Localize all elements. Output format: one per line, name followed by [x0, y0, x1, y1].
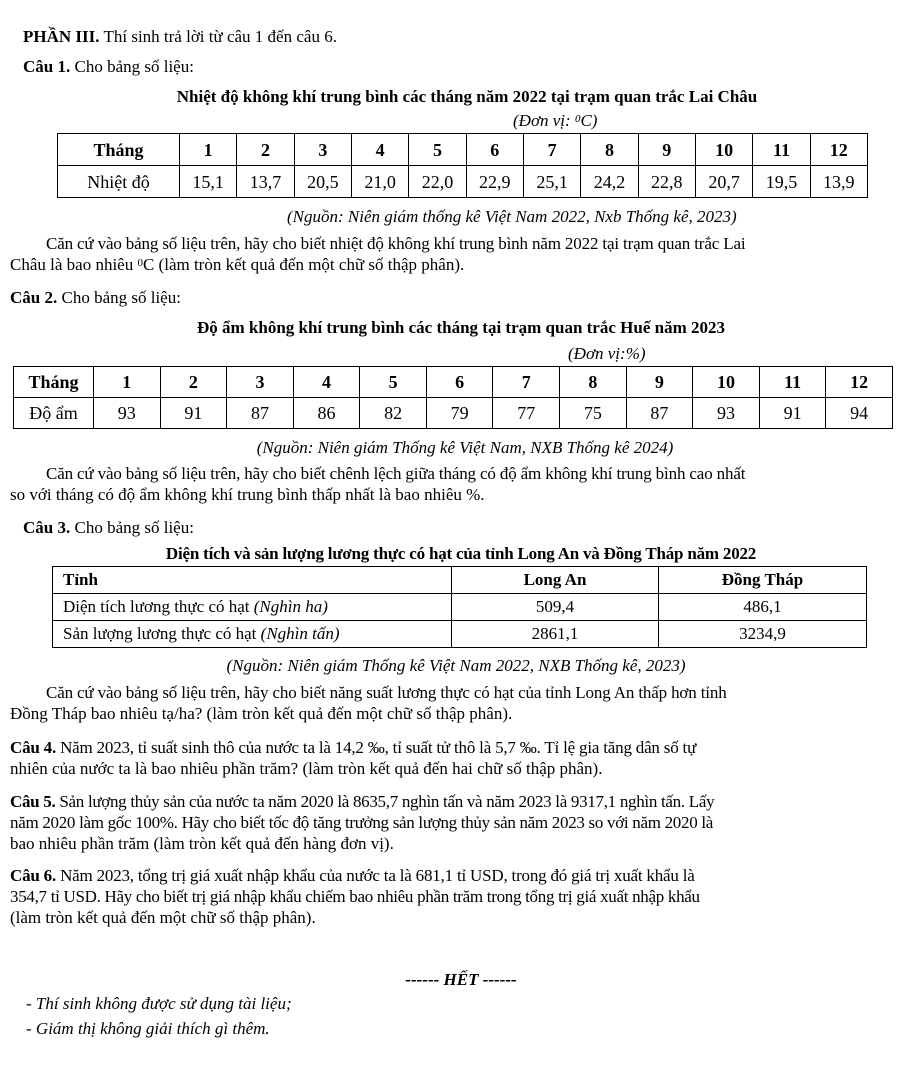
question-4-line-2: nhiên của nước ta là bao nhiêu phần trăm? (làm tròn kết quả đến hai chữ số thập phân).	[10, 759, 603, 778]
row-label-output	[53, 621, 452, 648]
question-2-label: Câu 2.	[10, 288, 58, 307]
question-6-line-2: 354,7 tỉ USD. Hãy cho biết trị giá nhập khẩu chiếm bao nhiêu phần trăm trong tổng trị giá xuất nhập khẩu	[10, 887, 700, 906]
question-1-label: Câu 1.	[23, 57, 71, 76]
table-1-unit	[513, 111, 597, 131]
month-cell: 12	[826, 367, 893, 398]
table-1-source: (Nguồn: Niên giám thống kê Việt Nam 2022, Nxb Thống kê, 2023)	[287, 207, 737, 226]
table-header-row	[58, 134, 868, 166]
month-cell: 1	[94, 367, 161, 398]
temperature-table	[57, 133, 868, 198]
question-6-text-a: Năm 2023, tổng trị giá xuất nhập khẩu của nước ta là 681,1 tỉ USD, trong đó giá trị xuất khẩu là	[60, 866, 695, 885]
row-header-month: Tháng	[58, 134, 180, 166]
value-cell: 13,9	[810, 166, 867, 198]
month-cell: 10	[693, 367, 760, 398]
question-5-line-3: bao nhiêu phần trăm (làm tròn kết quả đến hàng đơn vị).	[10, 834, 394, 853]
question-4-label: Câu 4.	[10, 738, 57, 757]
value-cell: 21,0	[351, 166, 408, 198]
value-cell: 91	[160, 398, 227, 429]
value-cell: 87	[227, 398, 294, 429]
month-cell: 11	[753, 134, 810, 166]
value-cell: 86	[293, 398, 360, 429]
part-label: PHẦN III.	[23, 27, 100, 46]
table-row	[53, 621, 867, 648]
q1-text-sup: 0	[137, 257, 143, 269]
table-3-source: (Nguồn: Niên giám Thống kê Việt Nam 2022, NXB Thống kê, 2023)	[226, 656, 686, 675]
month-cell: 7	[493, 367, 560, 398]
value-cell: 25,1	[523, 166, 580, 198]
table-row	[14, 398, 893, 429]
value-cell: 13,7	[237, 166, 294, 198]
month-cell: 6	[466, 134, 523, 166]
table-header-row	[53, 567, 867, 594]
question-2-intro: Cho bảng số liệu:	[61, 288, 181, 307]
end-mark: ------ HẾT ------	[405, 970, 517, 989]
month-cell: 8	[581, 134, 638, 166]
value-cell: 22,8	[638, 166, 695, 198]
value-cell: 75	[560, 398, 627, 429]
unit-sup: 0	[574, 113, 581, 125]
value-cell: 82	[360, 398, 427, 429]
question-3-header	[23, 518, 194, 538]
value-cell: 87	[626, 398, 693, 429]
value-cell: 20,7	[695, 166, 752, 198]
question-2-text-line-2: so với tháng có độ ẩm không khí trung bình thấp nhất là bao nhiêu %.	[10, 485, 485, 504]
month-cell: 1	[180, 134, 237, 166]
table-3-title: Diện tích và sản lượng lương thực có hạt của tỉnh Long An và Đồng Tháp năm 2022	[165, 544, 757, 563]
month-cell: 11	[759, 367, 826, 398]
table-2-source: (Nguồn: Niên giám Thống kê Việt Nam, NXB Thống kê 2024)	[256, 438, 674, 457]
question-2-header	[10, 288, 181, 308]
value-cell: 19,5	[753, 166, 810, 198]
month-cell: 7	[523, 134, 580, 166]
month-cell: 5	[409, 134, 466, 166]
value-cell: 22,9	[466, 166, 523, 198]
month-cell: 2	[160, 367, 227, 398]
table-1-title: Nhiệt độ không khí trung bình các tháng năm 2022 tại trạm quan trắc Lai Châu	[176, 87, 758, 106]
table-row	[53, 594, 867, 621]
month-cell: 9	[638, 134, 695, 166]
value-cell: 509,4	[452, 594, 659, 621]
value-cell: 24,2	[581, 166, 638, 198]
header-province: Tỉnh	[53, 567, 452, 594]
value-cell: 486,1	[659, 594, 867, 621]
question-6-label: Câu 6.	[10, 866, 57, 885]
question-5-line-1	[10, 792, 714, 812]
value-cell: 91	[759, 398, 826, 429]
month-cell: 8	[560, 367, 627, 398]
row-header-temperature: Nhiệt độ	[58, 166, 180, 198]
footer-note-2: - Giám thị không giải thích gì thêm.	[26, 1019, 270, 1038]
question-4-text-a: Năm 2023, tỉ suất sinh thô của nước ta là 14,2 ‰, tỉ suất tử thô là 5,7 ‰. Tỉ lệ gia tăng dân số tự	[60, 738, 697, 757]
month-cell: 10	[695, 134, 752, 166]
question-3-label: Câu 3.	[23, 518, 71, 537]
question-5-label: Câu 5.	[10, 792, 56, 811]
month-cell: 3	[294, 134, 351, 166]
month-cell: 5	[360, 367, 427, 398]
humidity-table	[13, 366, 893, 429]
question-3-text-line-2: Đồng Tháp bao nhiêu tạ/ha? (làm tròn kết quả đến một chữ số thập phân).	[10, 704, 513, 723]
q1-text-post: C (làm tròn kết quả đến một chữ số thập phân).	[142, 255, 465, 274]
value-cell: 22,0	[409, 166, 466, 198]
table-row	[58, 166, 868, 198]
part-header	[23, 27, 337, 47]
part-instruction: Thí sinh trả lời từ câu 1 đến câu 6.	[103, 27, 337, 46]
row-label-text: Sản lượng lương thực có hạt	[63, 624, 261, 643]
header-long-an: Long An	[452, 567, 659, 594]
question-5-text-a: Sản lượng thủy sản của nước ta năm 2020 là 8635,7 nghìn tấn và năm 2023 là 9317,1 nghìn tấn. Lấy	[59, 792, 715, 811]
question-1-header	[23, 57, 194, 77]
row-unit: (Nghìn tấn)	[260, 624, 340, 643]
month-cell: 6	[426, 367, 493, 398]
month-cell: 4	[351, 134, 408, 166]
value-cell: 15,1	[180, 166, 237, 198]
value-cell: 79	[426, 398, 493, 429]
row-header-humidity: Độ ẩm	[14, 398, 94, 429]
table-2-title: Độ ẩm không khí trung bình các tháng tại trạm quan trắc Huế năm 2023	[196, 318, 725, 337]
q1-text-pre: Châu là bao nhiêu	[10, 255, 138, 274]
value-cell: 2861,1	[452, 621, 659, 648]
value-cell: 94	[826, 398, 893, 429]
table-header-row	[14, 367, 893, 398]
month-cell: 3	[227, 367, 294, 398]
question-2-text-line-1: Căn cứ vào bảng số liệu trên, hãy cho biết chênh lệch giữa tháng có độ ẩm không khí trung bình cao nhất	[46, 464, 746, 483]
table-2-unit: (Đơn vị:%)	[568, 344, 646, 363]
value-cell: 93	[94, 398, 161, 429]
value-cell: 93	[693, 398, 760, 429]
question-6-line-1	[10, 866, 695, 886]
value-cell: 77	[493, 398, 560, 429]
value-cell: 3234,9	[659, 621, 867, 648]
month-cell: 12	[810, 134, 867, 166]
row-unit: (Nghìn ha)	[253, 597, 328, 616]
question-3-text-line-1: Căn cứ vào bảng số liệu trên, hãy cho biết năng suất lương thực có hạt của tỉnh Long An thấp hơn tỉnh	[46, 683, 727, 702]
question-5-line-2: năm 2020 làm gốc 100%. Hãy cho biết tốc độ tăng trưởng sản lượng thủy sản năm 2023 so với năm 2020 là	[10, 813, 714, 832]
row-label-area	[53, 594, 452, 621]
month-cell: 2	[237, 134, 294, 166]
row-header-month: Tháng	[14, 367, 94, 398]
month-cell: 4	[293, 367, 360, 398]
value-cell: 20,5	[294, 166, 351, 198]
question-3-intro: Cho bảng số liệu:	[74, 518, 194, 537]
row-label-text: Diện tích lương thực có hạt	[63, 597, 254, 616]
footer-note-1: - Thí sinh không được sử dụng tài liệu;	[26, 994, 292, 1013]
grain-table	[52, 566, 867, 648]
unit-prefix: (Đơn vị:	[513, 111, 575, 130]
question-1-text-line-1: Căn cứ vào bảng số liệu trên, hãy cho biết nhiệt độ không khí trung bình năm 2022 tại trạm quan trắc Lai	[46, 234, 746, 253]
question-1-intro: Cho bảng số liệu:	[74, 57, 194, 76]
question-4-line-1	[10, 738, 696, 758]
header-dong-thap: Đồng Tháp	[659, 567, 867, 594]
month-cell: 9	[626, 367, 693, 398]
question-1-text-line-2	[10, 255, 464, 275]
question-6-line-3: (làm tròn kết quả đến một chữ số thập phân).	[10, 908, 316, 927]
unit-suffix: C)	[580, 111, 598, 130]
